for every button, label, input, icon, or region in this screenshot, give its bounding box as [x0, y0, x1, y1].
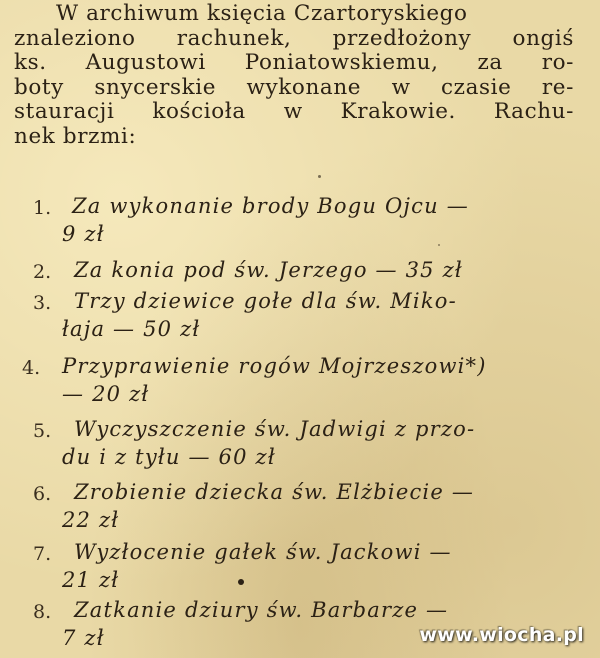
intro-line: W archiwum księcia Czartoryskiego — [56, 1, 468, 26]
list-item-price: 9 zł — [62, 222, 105, 246]
list-item-text: Za konia pod św. Jerzego — 35 zł — [74, 258, 463, 282]
intro-line: ks. Augustowi Poniatowskiemu, za ro- — [14, 50, 574, 76]
list-item-number: 1. — [33, 197, 52, 219]
list-item-text: Zatkanie dziury św. Barbarze — — [74, 598, 449, 622]
intro-paragraph — [14, 2, 574, 150]
list-item-number: 6. — [33, 483, 52, 505]
list-item-text: Za wykonanie brody Bogu Ojcu — — [72, 194, 469, 218]
ink-speck — [318, 175, 321, 178]
list-item-text: Przyprawienie rogów Mojrzeszowi*) — [62, 354, 487, 378]
intro-line: stauracji kościoła w Krakowie. Rachu- — [14, 99, 574, 125]
ink-speck — [238, 579, 244, 585]
list-item-price: 22 zł — [62, 508, 120, 532]
list-item-number: 4. — [22, 357, 41, 379]
list-item-number: 7. — [33, 543, 52, 565]
list-item-text: Wyczyszczenie św. Jadwigi z przo- — [74, 417, 476, 441]
intro-line: nek brzmi: — [14, 123, 137, 149]
list-item-price: — 20 zł — [62, 382, 150, 406]
list-item-text: Wyzłocenie gałek św. Jackowi — — [74, 540, 452, 564]
watermark-logo: www.wiocha.pl — [419, 624, 584, 646]
list-item-price: łaja — 50 zł — [62, 317, 201, 341]
list-item-number: 5. — [33, 420, 52, 442]
list-item-number: 2. — [33, 261, 52, 283]
list-item-text: Trzy dziewice gołe dla św. Miko- — [74, 289, 457, 313]
list-item-price: 21 zł — [62, 568, 120, 592]
list-item-number: 8. — [33, 601, 52, 623]
list-item-price: du i z tyłu — 60 zł — [62, 445, 276, 469]
intro-line: znaleziono rachunek, przedłożony ongiś — [14, 25, 574, 51]
intro-line: boty snycerskie wykonane w czasie re- — [14, 74, 574, 100]
ink-speck — [438, 244, 440, 246]
list-item-number: 3. — [33, 292, 52, 314]
list-item-price: 7 zł — [62, 626, 105, 650]
list-item-text: Zrobienie dziecka św. Elżbiecie — — [74, 480, 475, 504]
